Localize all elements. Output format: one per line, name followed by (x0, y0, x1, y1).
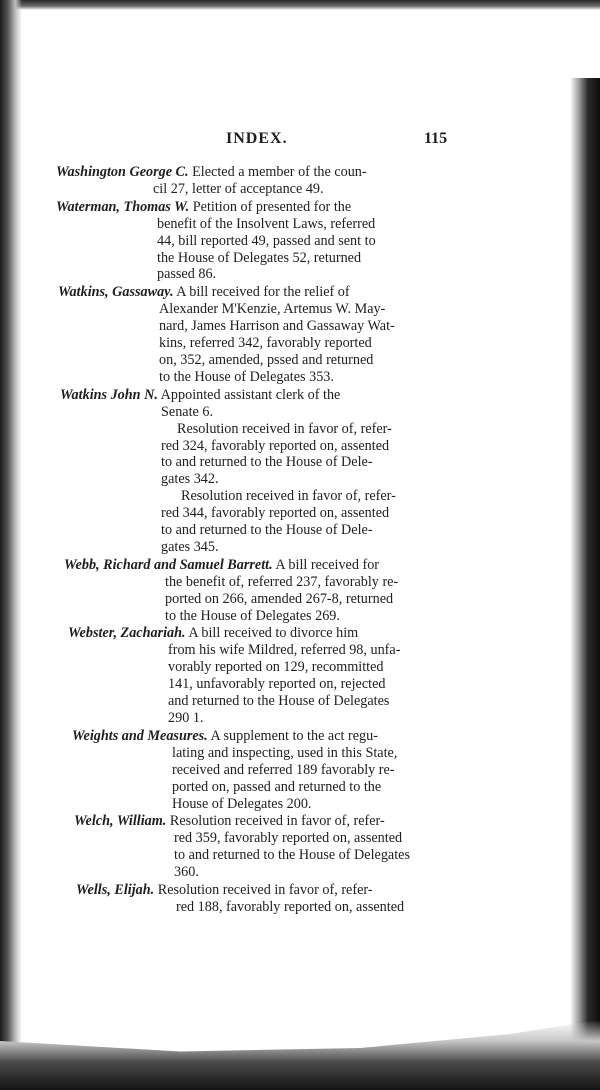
entry-heading: Washington George C. (56, 164, 189, 180)
entry-text: ported on, passed and returned to the (172, 778, 382, 795)
entry-heading: Webster, Zachariah. (68, 625, 186, 642)
entry-text: nard, James Harrison and Gassaway Wat- (159, 318, 395, 335)
entry-text: A bill received for the relief of (176, 284, 350, 301)
index-entry-weights-and-measures (0, 728, 600, 813)
entry-text: on, 352, amended, pssed and returned (159, 351, 374, 368)
entry-text: Resolution received in favor of, refer- (169, 813, 385, 830)
index-entries (0, 164, 600, 916)
entry-text: to and returned to the House of Dele- (161, 454, 373, 471)
subentry (60, 421, 600, 489)
entry-heading: Watkins John N. (60, 386, 158, 403)
entry-heading: Waterman, Thomas W. (56, 198, 190, 215)
entry-text: the benefit of, referred 237, favorably re- (165, 573, 399, 590)
entry-text: ported on 266, amended 267-8, returned (165, 590, 394, 607)
entry-text: red 344, favorably reported on, assented (161, 505, 390, 522)
entry-text: A bill received for (275, 556, 380, 573)
entry-text: kins, referred 342, favorably reported (159, 335, 372, 352)
entry-text: red 359, favorably reported on, assented (174, 830, 403, 847)
entry-text: to the House of Delegates 269. (165, 607, 340, 624)
entry-text: Alexander M'Kenzie, Artemus W. May- (159, 301, 386, 318)
entry-text: House of Delegates 200. (172, 795, 312, 812)
entry-text: Elected a member of the coun- (192, 164, 367, 180)
entry-text: 360. (174, 864, 199, 881)
entry-text: benefit of the Insolvent Laws, referred (157, 215, 376, 232)
entry-text: 141, unfavorably reported on, rejected (168, 676, 386, 693)
entry-text: Resolution received in favor of, refer- (157, 882, 373, 899)
entry-heading: Watkins, Gassaway. (58, 284, 174, 301)
entry-text: received and referred 189 favorably re- (172, 761, 395, 778)
entry-text: gates 345. (161, 538, 219, 555)
page-number: 115 (424, 130, 448, 147)
running-title: INDEX. (226, 130, 288, 147)
index-entry-wells (0, 882, 600, 916)
entry-text: Senate 6. (161, 403, 214, 420)
entry-text: red 188, favorably reported on, assented (176, 898, 405, 915)
entry-text: 44, bill reported 49, passed and sent to (157, 232, 376, 249)
entry-text: red 324, favorably reported on, assented (161, 437, 390, 454)
entry-text: lating and inspecting, used in this State, (172, 744, 398, 761)
subentry (60, 488, 600, 556)
entry-text: to the House of Delegates 353. (159, 368, 334, 385)
entry-text: Appointed assistant clerk of the (160, 386, 341, 403)
entry-heading: Wells, Elijah. (76, 882, 155, 899)
index-entry-welch (0, 813, 600, 881)
entry-text: Resolution received in favor of, refer- (177, 420, 392, 437)
entry-text: A supplement to the act regu- (210, 727, 378, 744)
entry-text: to and returned to the House of Delegates (174, 847, 410, 864)
entry-text: Petition of presented for the (192, 198, 352, 215)
index-entry-washington (0, 164, 600, 198)
entry-text: and returned to the House of Delegates (168, 693, 390, 710)
entry-text: to and returned to the House of Dele- (161, 522, 373, 539)
index-entry-watkins-gassaway (0, 284, 600, 385)
entry-text: passed 86. (157, 266, 217, 283)
index-entry-watkins-john (0, 387, 600, 556)
entry-text: gates 342. (161, 471, 219, 488)
entry-text: cil 27, letter of acceptance 49. (153, 180, 324, 197)
entry-text: Resolution received in favor of, refer- (181, 488, 396, 505)
entry-heading: Welch, William. (74, 813, 167, 830)
entry-text: vorably reported on 129, recommitted (168, 659, 384, 676)
entry-heading: Weights and Measures. (72, 727, 208, 744)
scan-edge-top (0, 0, 600, 10)
entry-text: A bill received to divorce him (188, 625, 359, 642)
index-entry-waterman (0, 199, 600, 284)
page-header (0, 128, 600, 156)
entry-text: the House of Delegates 52, returned (157, 249, 362, 266)
entry-text: from his wife Mildred, referred 98, unfa- (168, 642, 401, 659)
entry-heading: Webb, Richard and Samuel Barrett. (64, 556, 273, 573)
index-entry-webb (0, 557, 600, 625)
entry-text: 290 1. (168, 710, 204, 726)
index-entry-webster (0, 625, 600, 726)
scan-edge-bottom (0, 1020, 600, 1090)
